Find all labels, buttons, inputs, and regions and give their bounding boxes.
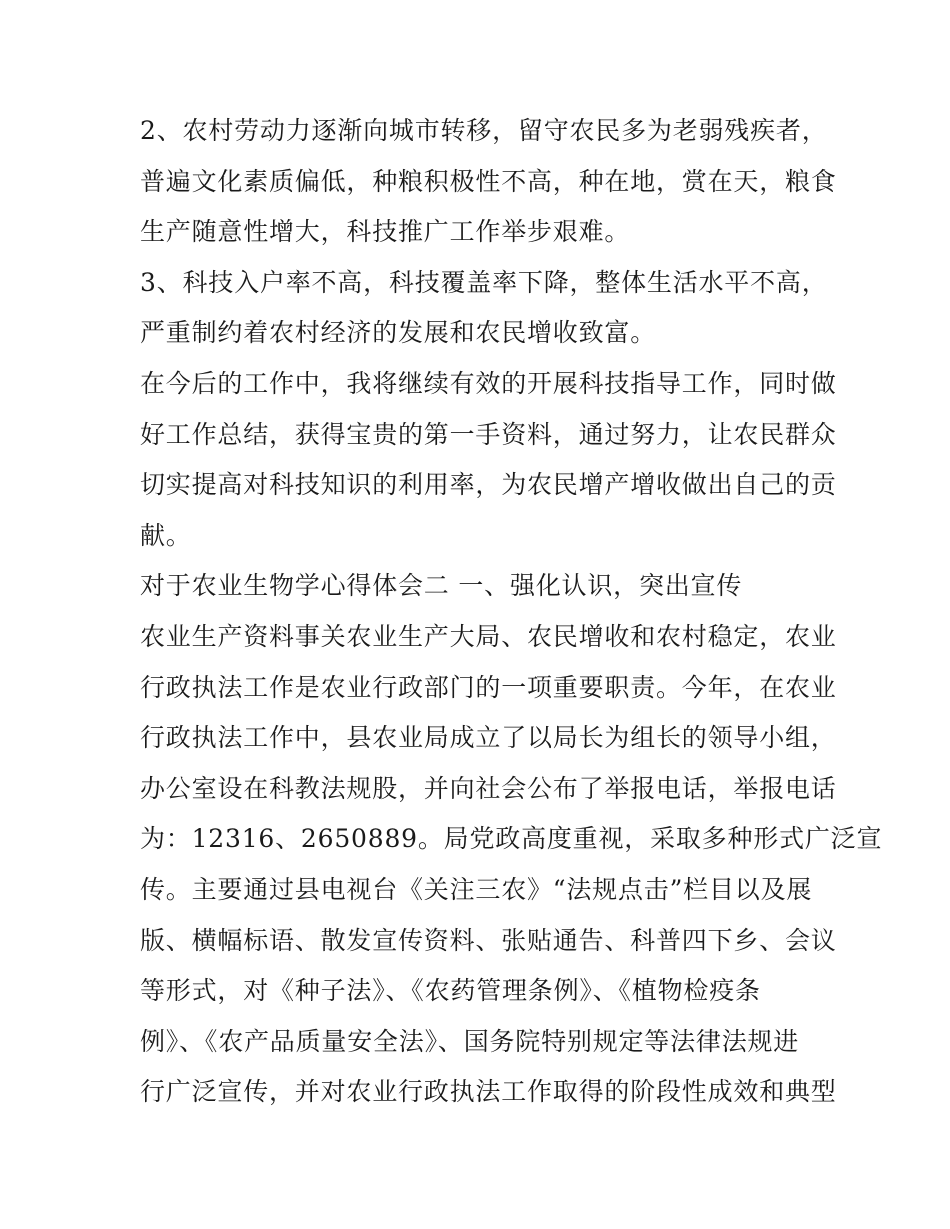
text-line: 办公室设在科教法规股，并向社会公布了举报电话，举报电话 [140,773,837,803]
text-line: 等形式，对《种子法》、《农药管理条例》、《植物检疫条 [140,976,761,1006]
text-line: 在今后的工作中，我将继续有效的开展科技指导工作，同时做 [140,368,837,398]
text-line: 为：12316、2650889。局党政高度重视，采取多种形式广泛宣 [140,824,883,854]
text-line: 切实提高对科技知识的利用率，为农民增产增收做出自己的贡 [140,470,837,500]
text-line: 普遍文化素质偏低，种粮积极性不高，种在地，赏在天，粮食 [140,166,837,196]
text-line: 传。主要通过县电视台《关注三农》“法规点击”栏目以及展 [140,874,813,904]
text-line: 行广泛宣传，并对农业行政执法工作取得的阶段性成效和典型 [140,1077,837,1107]
text-line: 生产随意性增大，科技推广工作举步艰难。 [140,217,631,247]
text-line: 对于农业生物学心得体会二 一、强化认识，突出宣传 [140,571,743,601]
text-line: 严重制约着农村经济的发展和农民增收致富。 [140,318,657,348]
text-line: 农业生产资料事关农业生产大局、农民增收和农村稳定，农业 [140,621,837,651]
document-body [140,106,883,1118]
text-line: 例》、《农产品质量安全法》、国务院特别规定等法律法规进 [140,1026,800,1056]
text-line: 版、横幅标语、散发宣传资料、张贴通告、科普四下乡、会议 [140,925,837,955]
text-line: 好工作总结，获得宝贵的第一手资料，通过努力，让农民群众 [140,419,837,449]
text-line: 献。 [140,520,192,550]
text-line: 2、农村劳动力逐渐向城市转移，留守农民多为老弱残疾者， [140,116,828,145]
text-line: 3、科技入户率不高，科技覆盖率下降，整体生活水平不高， [140,267,828,297]
text-line: 行政执法工作中，县农业局成立了以局长为组长的领导小组， [140,723,837,753]
text-line: 行政执法工作是农业行政部门的一项重要职责。今年，在农业 [140,672,837,702]
